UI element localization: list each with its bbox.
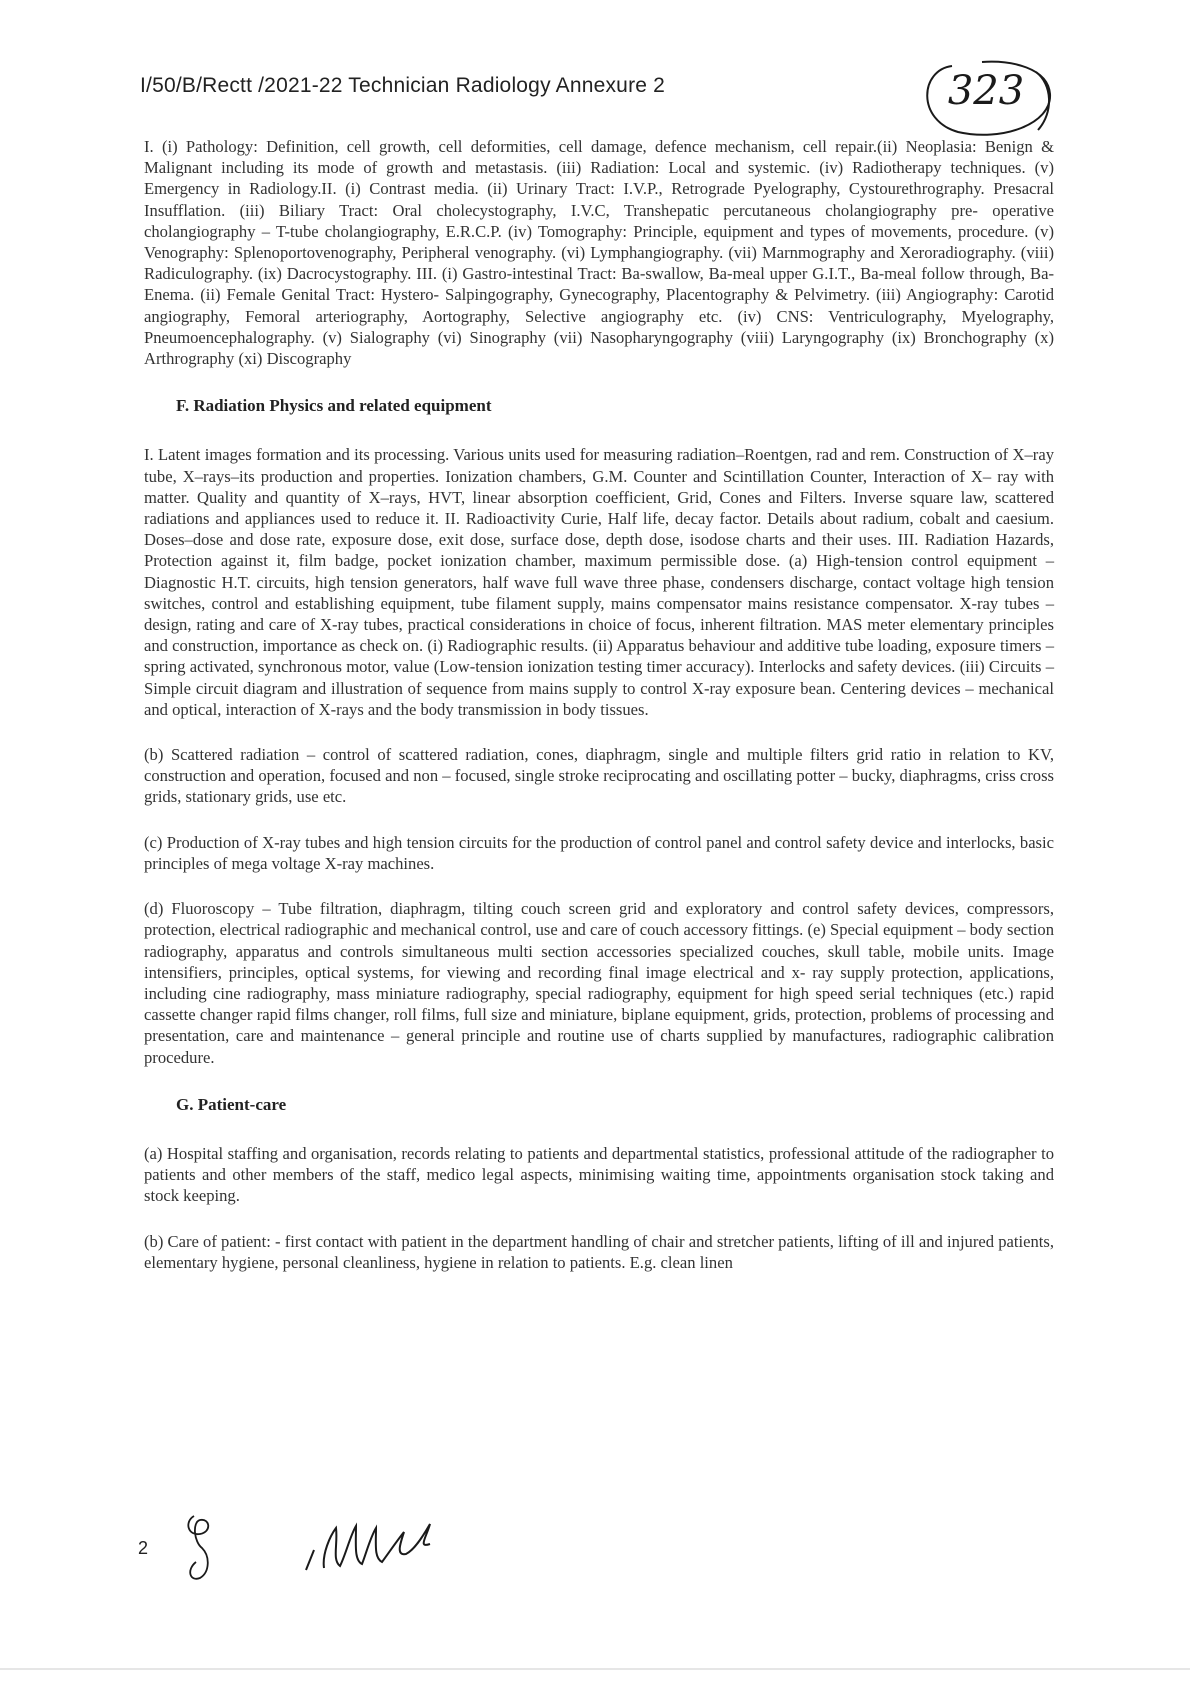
stamp-number: 323: [947, 68, 1025, 114]
section-f-main-paragraph: I. Latent images formation and its processing. Various units used for measuring radiation–Roentgen, rad and rem. Construction of X–ray tube, X–rays–its production and properties. Ionization chambers, G.M. Counter and Scintillation Counter, Interaction of X– ray with matter. Quality and quantity of X–rays, HVT, linear absorption coefficient, Grid, Cones and Filters. Inverse square law, scattered radiations and appliances used to reduce it. II. Radioactivity Curie, Half life, decay factor. Details about radium, cobalt and caesium. Doses–dose and dose rate, exposure dose, exit dose, surface dose, depth dose, isodose charts and their uses. III. Radiation Hazards, Protection against it, film badge, pocket ionization chamber, maximum permissible dose. (a) High-tension control equipment – Diagnostic H.T. circuits, high tension generators, half wave full wave three phase, condensers discharge, contact voltage high tension switches, control and establishing equipment, tube filament supply, mains compensator mains resistance compensator. X-ray tubes – design, rating and care of X-ray tubes, practical considerations in choice of focus, inherent filtration. MAS meter elementary principles and construction, importance as check on. (i) Radiographic results. (ii) Apparatus behaviour and additive tube loading, exposure timers – spring activated, synchronous motor, value (Low-tension ionization testing timer accuracy). Interlocks and safety devices. (iii) Circuits – Simple circuit diagram and illustration of sequence from mains supply to control X-ray exposure bean. Centering devices – mechanical and optical, interaction of X-rays and the body transmission in body tissues.: [144, 445, 1054, 719]
handwritten-initials-icon: [180, 1512, 220, 1584]
handwritten-signature-icon: [300, 1514, 450, 1574]
document-body: [144, 136, 1054, 1273]
section-f-d-paragraph: (d) Fluoroscopy – Tube filtration, diaphragm, tilting couch screen grid and exploratory and control safety devices, compressors, protection, electrical radiographic and mechanical control, use and care of couch accessory fittings. (e) Special equipment – body section radiography, apparatus and controls simultaneous multi section accessories specialized couches, skull table, mobile units. Image intensifiers, principles, optical systems, for viewing and recording final image electrical and x- ray supply protection, applications, including cine radiography, mass miniature radiography, special radiography, equipment for high speed serial techniques (etc.) rapid cassette changer rapid films changer, roll films, full size and miniature, biplane equipment, grids, protection, problems of processing and presentation, care and maintenance – general principle and routine use of charts supplied by manufactures, radiographic calibration procedure.: [144, 899, 1054, 1067]
document-header: I/50/B/Rectt /2021-22 Technician Radiology Annexure 2: [140, 74, 666, 97]
intro-paragraph: I. (i) Pathology: Definition, cell growth, cell deformities, cell damage, defence mechanism, cell repair.(ii) Neoplasia: Benign & Malignant including its mode of growth and metastasis. (iii) Radiation: Local and systemic. (iv) Radiotherapy techniques. (v) Emergency in Radiology.II. (i) Contrast media. (ii) Urinary Tract: I.V.P., Retrograde Pyelography, Cystourethrography. Presacral Insufflation. (iii) Biliary Tract: Oral cholecystography, I.V.C, Transhepatic percutaneous cholangiography pre- operative cholangiography – T-tube cholangiography, E.R.C.P. (iv) Tomography: Principle, equipment and types of movements, procedure. (v) Venography: Splenoportovenography, Peripheral venography. (vi) Lymphangiography. (vii) Marnmography and Xeroradiography. (viii) Radiculography. (ix) Dacrocystography. III. (i) Gastro-intestinal Tract: Ba-swallow, Ba-meal upper G.I.T., Ba-meal follow through, Ba-Enema. (ii) Female Genital Tract: Hystero- Salpingography, Gynecography, Placentography & Pelvimetry. (iii) Angiography: Carotid angiography, Femoral arteriography, Aortography, Selective angiography etc. (iv) CNS: Ventriculography, Myelography, Pneumoencephalography. (v) Sialography (vi) Sinography (vii) Nasopharyngography (viii) Laryngography (ix) Bronchography (x) Arthrography (xi) Discography: [144, 137, 1054, 369]
section-f-c-paragraph: (c) Production of X-ray tubes and high tension circuits for the production of control panel and control safety device and interlocks, basic principles of mega voltage X-ray machines.: [144, 832, 1054, 873]
section-f-heading: F. Radiation Physics and related equipment: [176, 396, 492, 416]
page-number-stamp: [912, 58, 1062, 140]
section-f-b-paragraph: (b) Scattered radiation – control of scattered radiation, cones, diaphragm, single and multiple filters grid ratio in relation to KV, construction and operation, focused and non – focused, single stroke reciprocating and oscillating potter – bucky, diaphragms, criss cross grids, stationary grids, use etc.: [144, 745, 1054, 807]
scan-edge-divider: [0, 1668, 1190, 1670]
footer-page-number: 2: [138, 1538, 149, 1558]
section-g-a-paragraph: (a) Hospital staffing and organisation, records relating to patients and departmental statistics, professional attitude of the radiographer to patients and other members of the staff, medico legal aspects, minimising waiting time, appointments organisation stock taking and stock keeping.: [144, 1143, 1054, 1206]
section-g-heading: G. Patient-care: [176, 1094, 287, 1114]
section-g-b-paragraph: (b) Care of patient: - first contact with patient in the department handling of chair and stretcher patients, lifting of ill and injured patients, elementary hygiene, personal cleanliness, hygiene in relation to patients. E.g. clean linen: [144, 1231, 1054, 1272]
